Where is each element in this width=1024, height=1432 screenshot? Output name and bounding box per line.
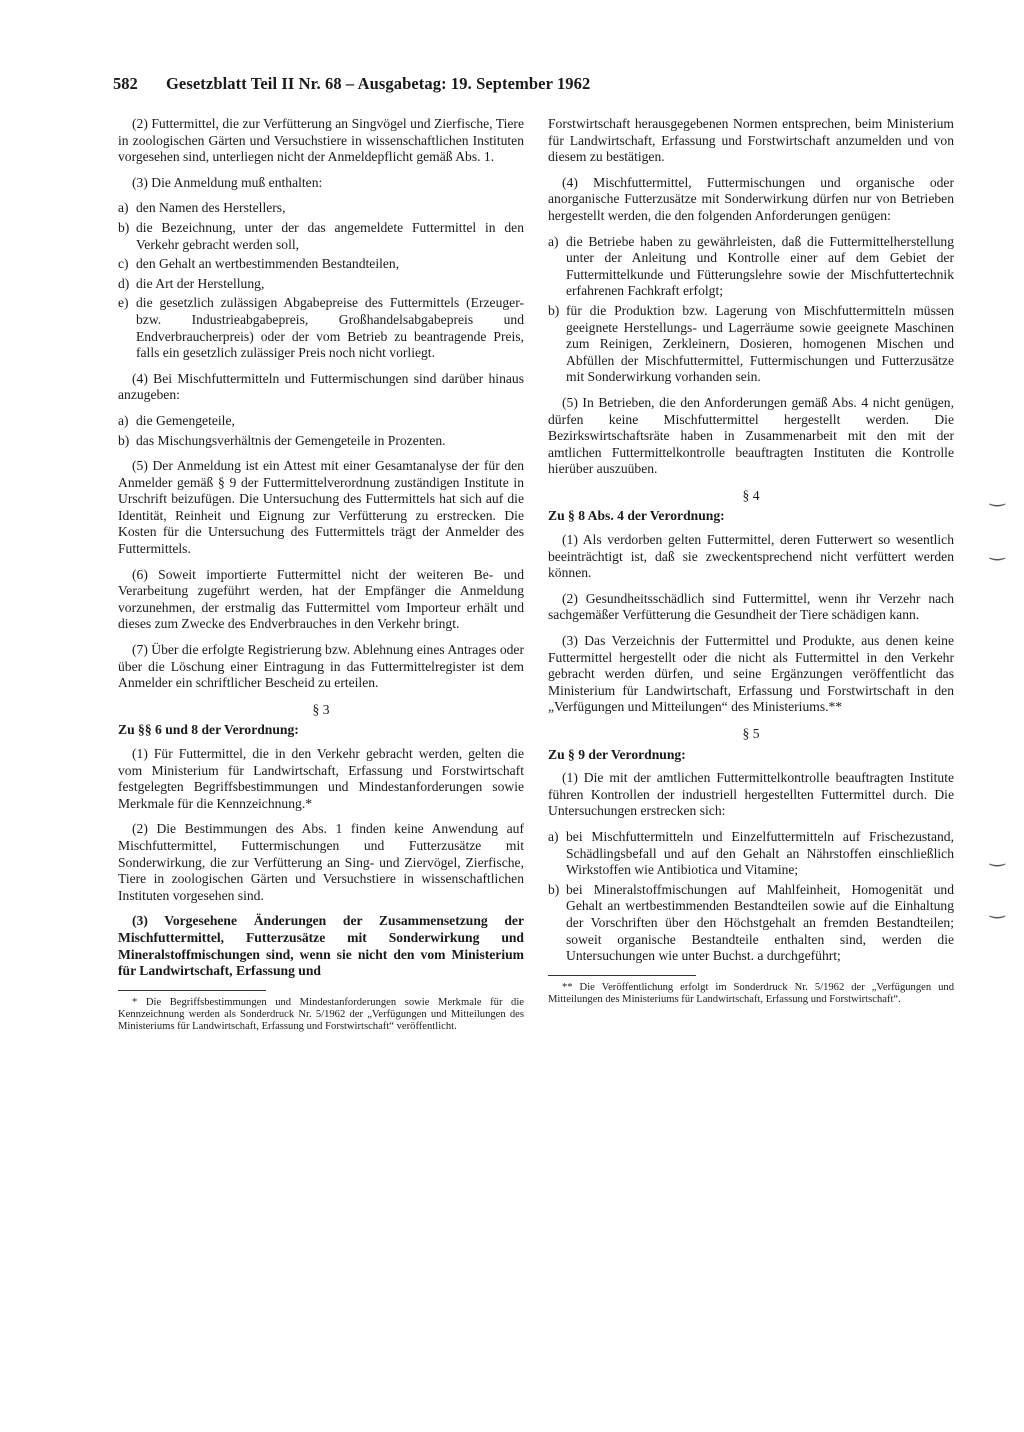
paragraph-2: (2) Futtermittel, die zur Verfütterung an Singvögel und Zierfische, Tiere in zoologischen Gärten und Versuchstiere in wissenschaftlichen Instituten vorgesehen sind, unterliegen nicht der Anmeldepflicht gemäß Abs. 1. xyxy=(118,116,524,165)
list-item: b) die Bezeichnung, unter der das angemeldete Futtermittel in den Verkehr gebracht werden soll, xyxy=(118,219,524,252)
list-item: b) für die Produktion bzw. Lagerung von Mischfuttermitteln müssen geeignete Herstellungs- und Lagerräume sowie geeignete Maschinen zum Reinigen, Zerkleinern, Dosieren, homogenen Mischen und Abfüllen der Mischfuttermittel, Futtermischungen und Futterzusätze mit Sonderwirkung vorhanden sein. xyxy=(548,302,954,385)
list-3 xyxy=(118,200,524,361)
list-item: a) bei Mischfuttermitteln und Einzelfuttermitteln auf Frischezustand, Schädlingsbefall und auf den Gehalt an Nährstoffen einschließlich Wirkstoffen wie Antibiotica und Vitamine; xyxy=(548,828,954,878)
list-5 xyxy=(548,829,954,965)
right-column xyxy=(548,116,954,1006)
paragraph-5: (5) Der Anmeldung ist ein Attest mit einer Gesamtanalyse der für den Anmelder gemäß § 9 der Futtermittelverordnung zuständigen Institute in Urschrift beizufügen. Die Untersuchung des Futtermittels hat sich auf die Identität, Reinheit und Eignung zur Verfütterung zu erstrecken. Die Kosten für die Untersuchung des Futtermittels trägt der Anmelder des Futtermittels. xyxy=(118,458,524,557)
left-column xyxy=(118,116,524,1033)
margin-hole-mark: ‿ xyxy=(990,540,1005,560)
section-5-paragraph-1: (1) Die mit der amtlichen Futtermittelkontrolle beauftragten Institute führen Kontrollen der industriell hergestellten Futtermittel durch. Die Untersuchungen erstrecken sich: xyxy=(548,770,954,819)
list-item: c) den Gehalt an wertbestimmenden Bestandteilen, xyxy=(118,256,400,272)
section-4-number: § 4 xyxy=(742,487,760,503)
section-5-heading: Zu § 9 der Verordnung: xyxy=(548,746,686,762)
section-4-paragraph-2: (2) Gesundheitsschädlich sind Futtermittel, wenn ihr Verzehr nach sachgemäßer Verfütterung die Gesundheit der Tiere schädigen kann. xyxy=(548,590,954,623)
margin-hole-mark: ‿ xyxy=(990,898,1005,918)
list-item: d) die Art der Herstellung, xyxy=(118,275,265,291)
footnote-divider xyxy=(548,975,696,976)
footnote-1: * Die Begriffsbestimmungen und Mindestanforderungen sowie Merkmale für die Kennzeichnung werden als Sonderdruck Nr. 5/1962 der „Verfügungen und Mitteilungen des Ministeriums für Landwirtschaft, Erfassung und Forstwirtschaft“ veröffentlicht. xyxy=(118,996,524,1032)
section-4-paragraph-1: (1) Als verdorben gelten Futtermittel, deren Futterwert so wesentlich beeinträchtigt ist, daß sie zweckentsprechend nicht verfüttert werden können. xyxy=(548,532,954,581)
list-item: a) die Betriebe haben zu gewährleisten, daß die Futtermittelherstellung unter der Anleitung und Kontrolle einer auf dem Gebiet der Futtermittelkunde und Fütterungslehre sowie der Mischfuttertechnik erfahrenen Fachkraft erfolgt; xyxy=(548,233,954,299)
list-item: e) die gesetzlich zulässigen Abgabepreise des Futtermittels (Erzeuger- bzw. Industrieabgabepreis, Großhandelsabgabepreis und Endverbraucherpreis) oder der vom Betrieb zu beantragende Preis, falls ein gesetzlich zulässiger Preis noch nicht vorliegt. xyxy=(118,295,524,361)
running-head: Gesetzblatt Teil II Nr. 68 – Ausgabetag: 19. September 1962 xyxy=(166,74,591,93)
section-3-heading: Zu §§ 6 und 8 der Verordnung: xyxy=(118,722,299,738)
page-header xyxy=(113,74,773,98)
section-3-paragraph-1: (1) Für Futtermittel, die in den Verkehr gebracht werden, gelten die vom Ministerium für Landwirtschaft, Erfassung und Forstwirtschaft festgelegten Begriffsbestimmungen und Mindestanforderungen sowie Merkmale für die Kennzeichnung.* xyxy=(118,746,524,811)
section-3-paragraph-3: (3) Vorgesehene Änderungen der Zusammensetzung der Mischfuttermittel, Futterzusätze mit Sonderwirkung und Mineralstoffmischungen sind, wenn sie nicht den vom Ministerium für Landwirtschaft, Erfassung und xyxy=(118,913,524,979)
footnote-2: ** Die Veröffentlichung erfolgt im Sonderdruck Nr. 5/1962 der „Verfügungen und Mitteilungen des Ministeriums für Landwirtschaft, Erfassung und Forstwirtschaft“. xyxy=(548,981,954,1005)
continued-paragraph: Forstwirtschaft herausgegebenen Normen entsprechen, beim Ministerium für Landwirtschaft, Erfassung und Forstwirtschaft anzumelden und von diesem zu bestätigen. xyxy=(548,116,954,165)
section-3-number: § 3 xyxy=(312,701,330,717)
footnote-divider xyxy=(118,990,266,991)
list-item: a) die Gemengeteile, xyxy=(118,412,235,428)
list-item: b) bei Mineralstoffmischungen auf Mahlfeinheit, Homogenität und Gehalt an wertbestimmenden Bestandteilen sowie auf die Einhaltung der Vorschriften über den Höchstgehalt an fremden Bestandteilen; soweit organische Bestandteile enthalten sind, werden die Untersuchungen wie unter Buchst. a durchgeführt; xyxy=(548,881,954,964)
margin-hole-mark: ‿ xyxy=(990,486,1005,506)
paragraph-3: (3) Die Anmeldung muß enthalten: xyxy=(132,174,323,190)
paragraph-5: (5) In Betrieben, die den Anforderungen gemäß Abs. 4 nicht genügen, dürfen keine Mischfuttermittel hergestellt werden. Die Bezirkswirtschaftsräte haben in Zusammenarbeit mit den mit der amtlichen Futtermittelkontrolle beauftragten Instituten die Kontrolle hierüber auszuüben. xyxy=(548,394,954,477)
paragraph-7: (7) Über die erfolgte Registrierung bzw. Ablehnung eines Antrages oder über die Löschung einer Eintragung in das Futtermittelregister ist dem Anmelder ein schriftlicher Bescheid zu erteilen. xyxy=(118,642,524,691)
paragraph-4: (4) Mischfuttermittel, Futtermischungen und organische oder anorganische Futterzusätze mit Sonderwirkung dürfen nur von Betrieben hergestellt werden, die den folgenden Anforderungen genügen: xyxy=(548,174,954,223)
list-item: a) den Namen des Herstellers, xyxy=(118,200,286,216)
page-number: 582 xyxy=(113,74,138,93)
list-item: b) das Mischungsverhältnis der Gemengeteile in Prozenten. xyxy=(118,432,446,448)
margin-hole-mark: ‿ xyxy=(990,846,1005,866)
section-4-paragraph-3: (3) Das Verzeichnis der Futtermittel und Produkte, aus denen keine Futtermittel hergestellt oder die nicht als Futtermittel in den Verkehr gebracht werden dürfen, und seine Ergänzungen veröffentlicht das Ministerium für Landwirtschaft, Erfassung und Forstwirtschaft in den „Verfügungen und Mitteilungen“ des Ministeriums.** xyxy=(548,633,954,715)
list-4 xyxy=(548,234,954,386)
paragraph-6: (6) Soweit importierte Futtermittel nicht der weiteren Be- und Verarbeitung zugeführt werden, hat der Empfänger die Anmeldung vorzunehmen, der erstmalig das Futtermittel vom Importeur erhält und dieses zum Zwecke des Endverbrauches in den Verkehr bringt. xyxy=(118,566,524,632)
paragraph-4: (4) Bei Mischfuttermitteln und Futtermischungen sind darüber hinaus anzugeben: xyxy=(118,370,524,403)
section-4-heading: Zu § 8 Abs. 4 der Verordnung: xyxy=(548,508,725,524)
list-4 xyxy=(118,413,524,449)
section-3-paragraph-2: (2) Die Bestimmungen des Abs. 1 finden keine Anwendung auf Mischfuttermittel, Futtermischungen und Futterzusätze mit Sonderwirkung, die zur Verfütterung an Sing- und Ziervögel, Zierfische, Tiere in zoologischen Gärten und Versuchstiere in wissenschaftlichen Instituten vorgesehen sind. xyxy=(118,821,524,903)
section-5-number: § 5 xyxy=(742,726,760,741)
